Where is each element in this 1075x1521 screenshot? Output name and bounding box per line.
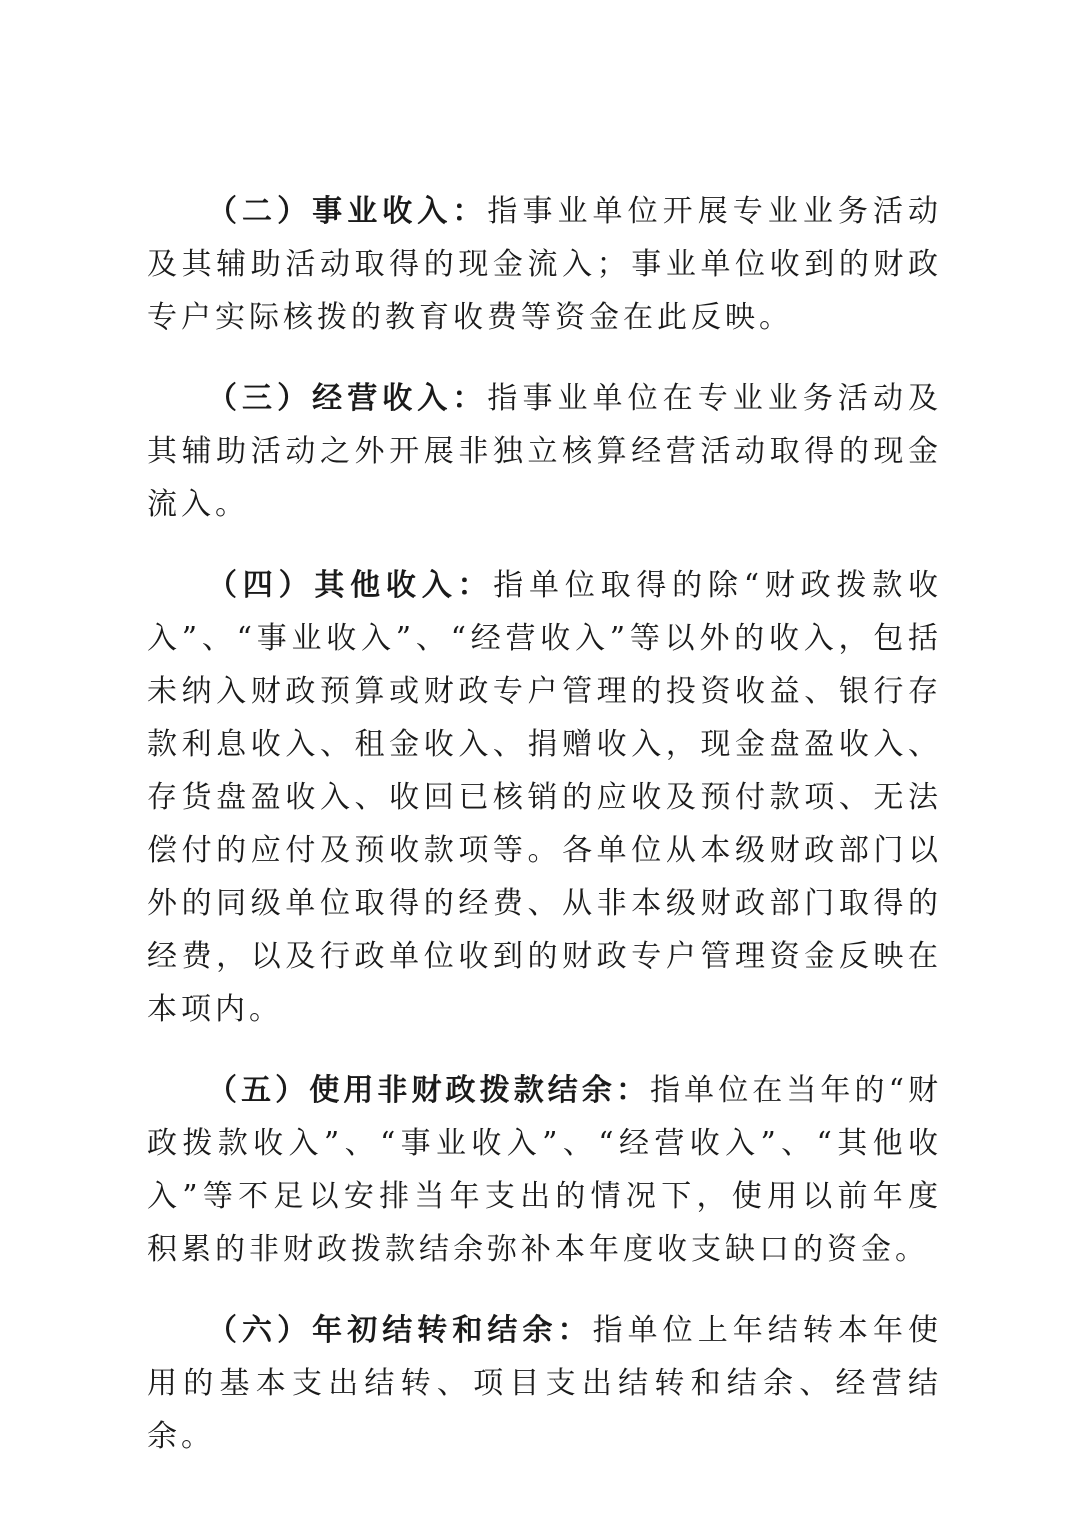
paragraph-body: 指单位在当年的“财政拨款收入”、“事业收入”、“经营收入”、“其他收入”等不足以安排当年支出的情况下，使用以前年度积累的非财政拨款结余弥补本年度收支缺口的资金。 bbox=[147, 1073, 942, 1267]
paragraph-heading: （三）经营收入： bbox=[207, 381, 488, 416]
paragraph-non-fiscal-balance bbox=[147, 1064, 942, 1276]
paragraph-body: 指事业单位在专业业务活动及其辅助活动之外开展非独立核算经营活动取得的现金流入。 bbox=[147, 381, 943, 522]
paragraph-heading: （四）其他收入： bbox=[207, 568, 494, 603]
paragraph-body: 指单位取得的除“财政拨款收入”、“事业收入”、“经营收入”等以外的收入，包括未纳入财政预算或财政专户管理的投资收益、银行存款利息收入、租金收入、捐赠收入，现金盘盈收入、存货盘盈收入、收回已核销的应收及预付款项、无法偿付的应付及预收款项等。各单位从本级财政部门以外的同级单位取得的经费、从非本级财政部门取得的经费，以及行政单位收到的财政专户管理资金反映在本项内。 bbox=[147, 568, 942, 1027]
paragraph-heading: （五）使用非财政拨款结余： bbox=[207, 1073, 651, 1108]
document-page bbox=[147, 185, 942, 1491]
paragraph-other-income bbox=[147, 559, 942, 1036]
paragraph-body: 指单位上年结转本年使用的基本支出结转、项目支出结转和结余、经营结余。 bbox=[147, 1313, 943, 1454]
paragraph-heading: （二）事业收入： bbox=[207, 194, 488, 229]
paragraph-operating-income bbox=[147, 372, 942, 531]
paragraph-heading: （六）年初结转和结余： bbox=[207, 1313, 593, 1348]
paragraph-carryover-balance bbox=[147, 1304, 942, 1463]
paragraph-business-income bbox=[147, 185, 942, 344]
paragraph-body: 指事业单位开展专业业务活动及其辅助活动取得的现金流入；事业单位收到的财政专户实际核拨的教育收费等资金在此反映。 bbox=[147, 194, 943, 335]
